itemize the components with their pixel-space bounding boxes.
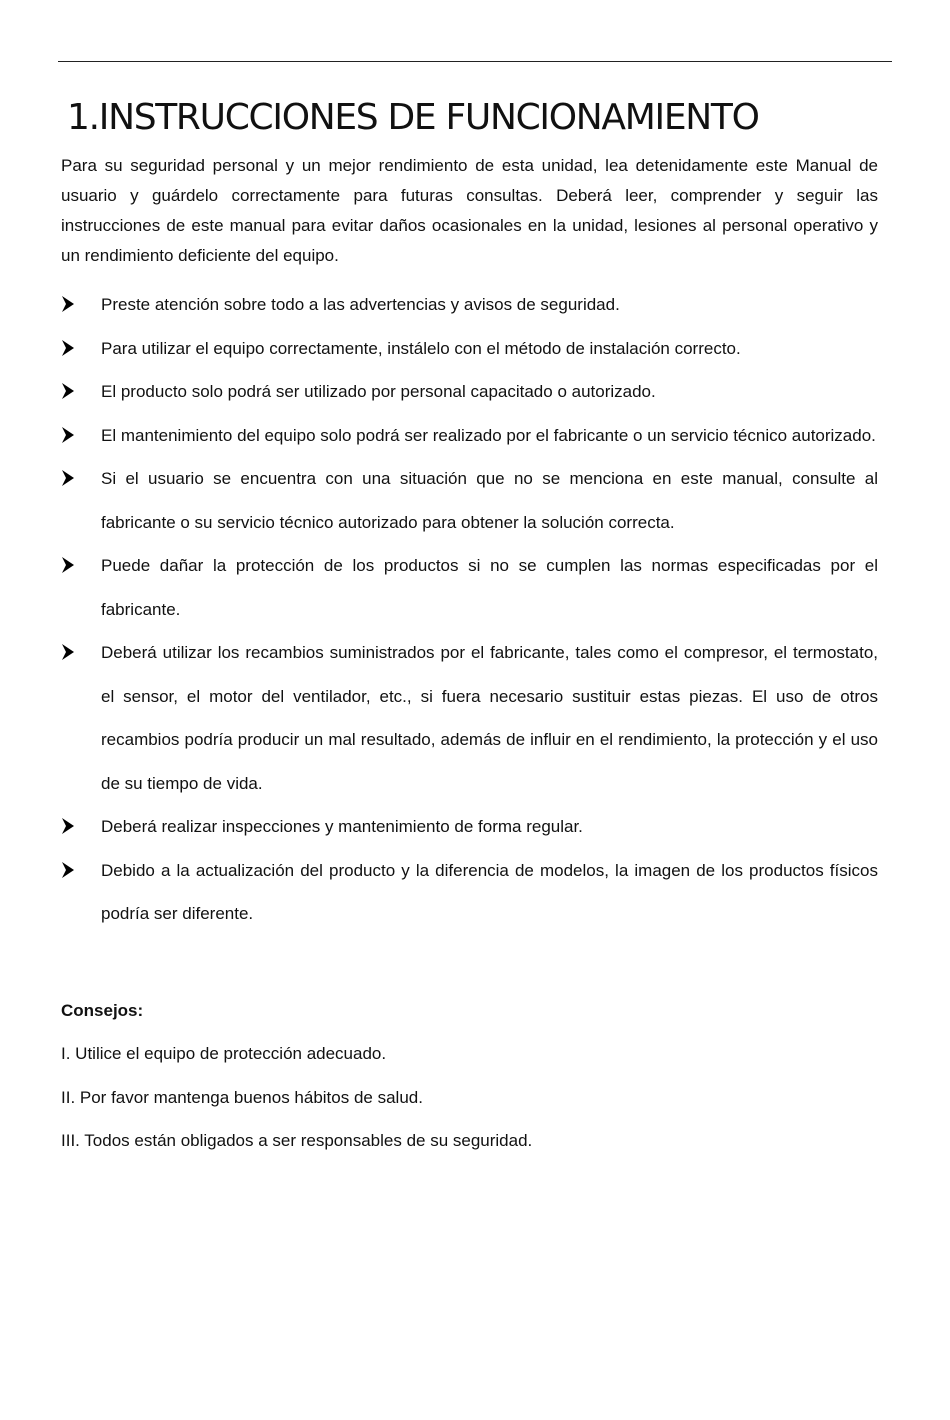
list-item [61, 849, 878, 936]
instructions-list [61, 283, 878, 936]
list-item [61, 327, 878, 371]
arrowhead-icon [61, 557, 75, 573]
list-item-text: Debido a la actualización del producto y la diferencia de modelos, la imagen de los productos físicos podría ser diferente. [101, 860, 878, 923]
list-item-text: Deberá utilizar los recambios suministrados por el fabricante, tales como el compresor, el termostato, el sensor, el motor del ventilador, etc., si fuera necesario sustituir estas piezas. El uso de otros recambios podría producir un mal resultado, además de influir en el rendimiento, la protección y el uso de su tiempo de vida. [101, 643, 878, 793]
list-item-text: Preste atención sobre todo a las advertencias y avisos de seguridad. [101, 295, 620, 314]
arrowhead-icon [61, 340, 75, 356]
arrowhead-icon [61, 644, 75, 660]
list-item [61, 370, 878, 414]
arrowhead-icon [61, 862, 75, 878]
list-item [61, 805, 878, 849]
header-rule [58, 61, 892, 62]
arrowhead-icon [61, 296, 75, 312]
arrowhead-icon [61, 383, 75, 399]
tip-item: I. Utilice el equipo de protección adecuado. [61, 1044, 387, 1063]
tips-title: Consejos: [61, 1000, 144, 1020]
arrowhead-icon [61, 427, 75, 443]
list-item-text: Si el usuario se encuentra con una situación que no se menciona en este manual, consulte al fabricante o su servicio técnico autorizado para obtener la solución correcta. [101, 469, 878, 532]
list-item-text: El mantenimiento del equipo solo podrá ser realizado por el fabricante o un servicio técnico autorizado. [101, 425, 876, 445]
list-item [61, 544, 878, 631]
list-item-text: Puede dañar la protección de los productos si no se cumplen las normas especificadas por el fabricante. [101, 556, 878, 619]
list-item-text: El producto solo podrá ser utilizado por personal capacitado o autorizado. [101, 382, 656, 401]
list-item [61, 414, 878, 458]
section-heading: 1.INSTRUCCIONES DE FUNCIONAMIENTO [67, 97, 759, 138]
arrowhead-icon [61, 470, 75, 486]
arrowhead-icon [61, 818, 75, 834]
list-item [61, 283, 878, 327]
list-item-text: Deberá realizar inspecciones y mantenimiento de forma regular. [101, 817, 583, 836]
list-item-text: Para utilizar el equipo correctamente, instálelo con el método de instalación correcto. [101, 338, 741, 358]
page-content [61, 94, 878, 1163]
intro-paragraph: Para su seguridad personal y un mejor rendimiento de esta unidad, lea detenidamente este Manual de usuario y guárdelo correctamente para futuras consultas. Deberá leer, comprender y seguir las instrucciones de este manual para evitar daños ocasionales en la unidad, lesiones al personal operativo y un rendimiento deficiente del equipo. [61, 156, 878, 265]
tip-item: III. Todos están obligados a ser responsables de su seguridad. [61, 1131, 533, 1150]
list-item [61, 457, 878, 544]
tip-item: II. Por favor mantenga buenos hábitos de salud. [61, 1087, 423, 1107]
list-item [61, 631, 878, 805]
tips-section [61, 989, 878, 1163]
